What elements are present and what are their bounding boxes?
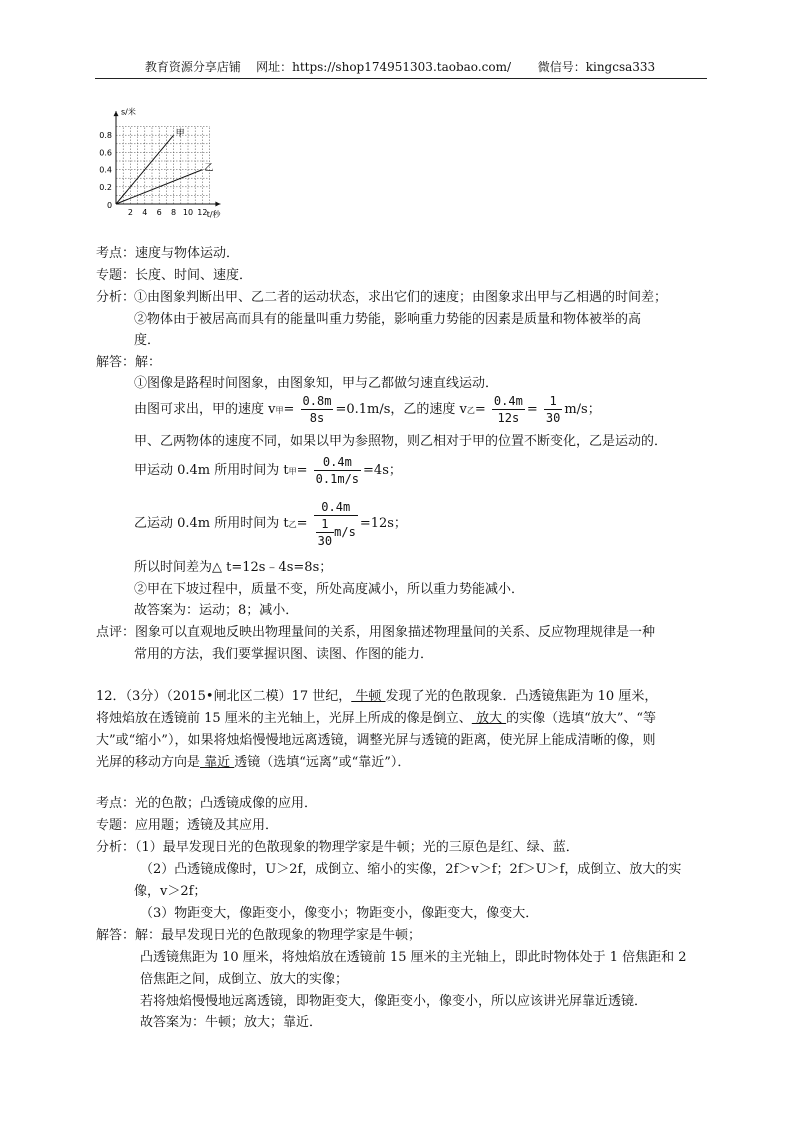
q11-kaodian: 考点：速度与物体运动． (96, 246, 240, 261)
distance-time-chart (94, 100, 244, 218)
fraction: $\frac{0.4m}{12s}$ (493, 394, 523, 425)
x-tick-label: 2 (127, 208, 133, 217)
q12-fenxi-4: （3）物距变大，像距变小，像变小；物距变小，像距变大，像变大． (140, 906, 539, 921)
fraction: 0.4m $\frac{1}{30}$ m/s (314, 499, 358, 549)
x-tick-label: 8 (171, 208, 177, 217)
page-header (0, 58, 800, 75)
q11-fenxi-3: 度． (134, 333, 161, 348)
y-axis-arrow (114, 111, 119, 116)
answer-blank: 放大 (471, 711, 507, 726)
q12-fenxi-3: 像，v＞2f； (134, 884, 207, 899)
y-axis-label: s/米 (121, 107, 136, 117)
q11-jieda-4: 甲运动 0.4m 所用时间为 t甲= $\frac{0.4m}{0.1m/s}$ =4s； (134, 455, 402, 486)
fraction: $\frac{0.4m}{0.1m/s}$ (315, 455, 360, 486)
chart-labels (99, 107, 221, 218)
x-tick-label: 6 (156, 208, 162, 217)
q11-jieda-2: 由图可求出，甲的速度 v甲= $\frac{0.8m}{8s}$ =0.1m/s，乙的速度 v乙= $\frac{0.4m}{12s}$ = $\frac{1}{30}$ m/s； (134, 394, 601, 425)
q11-fenxi-2: ②物体由于被居高而具有的能量叫重力势能，影响重力势能的因素是质量和物体被举的高 (134, 312, 642, 327)
series-label: 乙 (204, 163, 214, 174)
fraction: $\frac{1}{30}$ (545, 394, 561, 425)
y-tick-label: 0.4 (99, 165, 112, 175)
q11-dianping-2: 常用的方法，我们要掌握识图、读图、作图的能力． (134, 647, 434, 662)
origin-label: 0 (107, 201, 113, 210)
header-rule (95, 78, 707, 79)
q12-jieda-1: 解答：解：最早发现日光的色散现象的物理学家是牛顿； (96, 928, 422, 943)
q12-line-4: 光屏的移动方向是 靠近 透镜（选填“远离”或“靠近”）． (96, 755, 411, 770)
q11-jieda-8: 故答案为：运动；8；减小． (134, 603, 299, 618)
y-tick-label: 0.2 (99, 182, 112, 192)
y-tick-label: 0.8 (99, 131, 112, 141)
fraction: $\frac{0.8m}{8s}$ (302, 394, 332, 425)
x-axis-arrow (215, 202, 220, 207)
q12-kaodian: 考点：光的色散；凸透镜成像的应用． (96, 796, 318, 811)
q11-fenxi-label: 分析： (96, 290, 136, 305)
x-tick-label: 12 (197, 208, 208, 217)
q12-jieda-2: 凸透镜焦距为 10 厘米，将烛焰放在透镜前 15 厘米的主光轴上，即此时物体处于 1 倍焦距和 2 (140, 950, 687, 965)
answer-blank: 牛顿 (351, 689, 386, 704)
q11-jieda-label: 解答：解： (96, 355, 162, 370)
q11-zhuanti: 专题：长度、时间、速度． (96, 268, 253, 283)
x-tick-label: 10 (182, 208, 194, 217)
q11-dianping-1: 点评：图象可以直观地反映出物理量间的关系，用图象描述物理量间的关系、反应物理规律是一种 (96, 625, 656, 640)
q12-zhuanti: 专题：应用题；透镜及其应用． (96, 818, 279, 833)
q11-jieda-3: 甲、乙两物体的速度不同，如果以甲为参照物，则乙相对于甲的位置不断变化，乙是运动的． (134, 434, 668, 449)
q12-line-2: 将烛焰放在透镜前 15 厘米的主光轴上，光屏上所成的像是倒立、 放大 的实像（选填“放大”、“等 (96, 711, 657, 726)
q12-jieda-5: 故答案为：牛顿；放大；靠近． (140, 1015, 323, 1030)
q12-fenxi-1: 分析：（1）最早发现日光的色散现象的物理学家是牛顿；光的三原色是红、绿、蓝． (96, 840, 579, 855)
q11-jieda-6: 所以时间差为△ t=12s﹣4s=8s； (134, 560, 333, 575)
x-axis-label: t/秒 (206, 210, 221, 218)
q11-fenxi-1: ①由图象判断出甲、乙二者的运动状态，求出它们的速度；由图象求出甲与乙相遇的时间差； (134, 290, 668, 305)
q12-fenxi-2: （2）凸透镜成像时，U＞2f，成倒立、缩小的实像，2f＞v＞f；2f＞U＞f，成倒立、放大的实 (140, 862, 682, 877)
chart-grid (116, 127, 210, 204)
header-shop: 教育资源分享店铺 (144, 60, 241, 74)
q11-jieda-5: 乙运动 0.4m 所用时间为 t乙= 0.4m $\frac{1}{30}$ m/s =12s； (134, 499, 407, 548)
q12-jieda-3: 倍焦距之间，成倒立、放大的实像； (140, 972, 349, 987)
q12-jieda-4: 若将烛焰慢慢地远离透镜，即物距变大，像距变小，像变小，所以应该讲光屏靠近透镜． (140, 994, 648, 1009)
answer-blank: 靠近 (200, 755, 235, 770)
header-wechat: 微信号：kingcsa333 (537, 60, 656, 74)
q11-jieda-1: ①图像是路程时间图象，由图象知，甲与乙都做匀速直线运动． (134, 376, 499, 391)
header-site: 网址：https://shop174951303.taobao.com/ (256, 60, 511, 74)
q12-line-1: 12．（3分）（2015•闸北区二模）17 世纪， 牛顿 发现了光的色散现象．凸透镜焦距为 10 厘米， (96, 689, 658, 704)
q12-line-3: 大”或“缩小”），如果将烛焰慢慢地远离透镜，调整光屏与透镜的距离，使光屏上能成清晰的像，则 (96, 733, 656, 748)
series-label: 甲 (175, 129, 185, 140)
y-tick-label: 0.6 (99, 148, 112, 158)
chart-axes (114, 111, 221, 206)
x-tick-label: 4 (142, 208, 148, 217)
q11-jieda-7: ②甲在下坡过程中，质量不变，所处高度减小，所以重力势能减小． (134, 582, 525, 597)
